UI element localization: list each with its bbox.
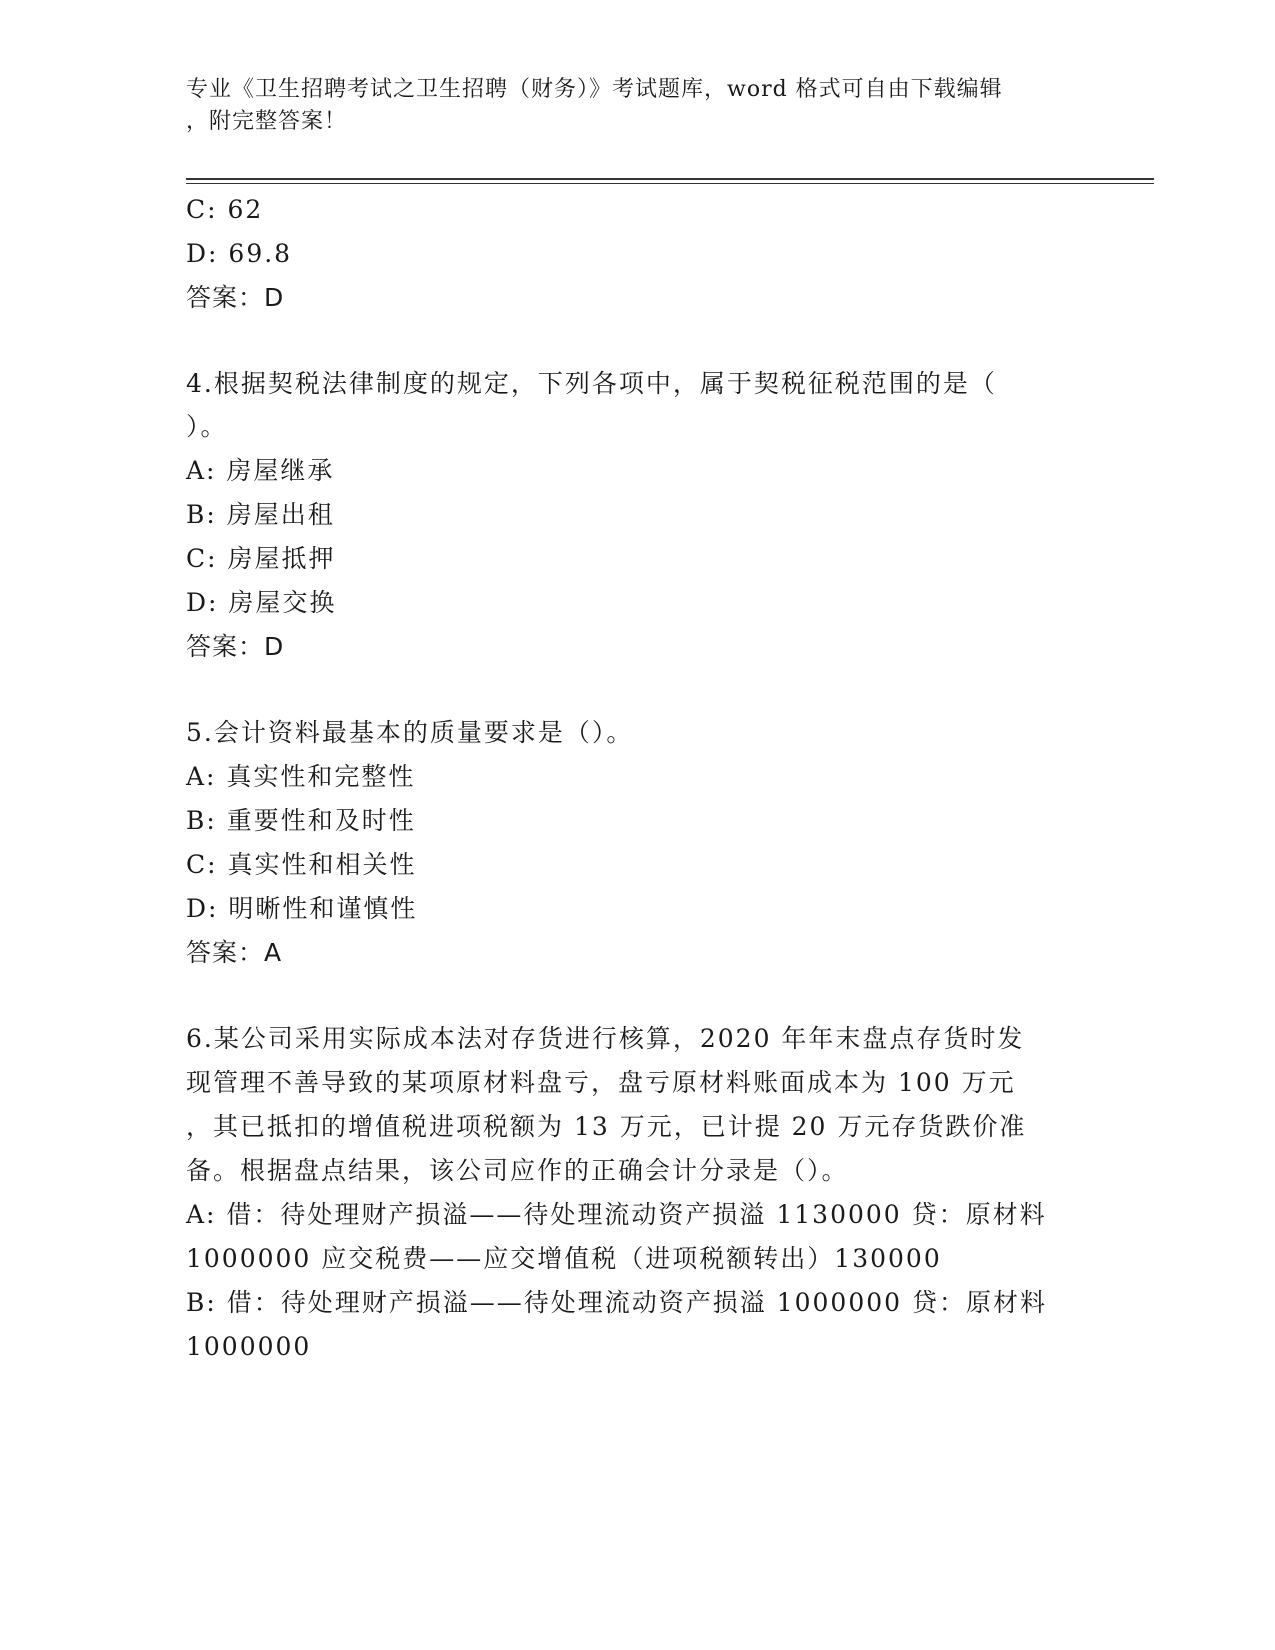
option-d: D: 明晰性和谨慎性 <box>186 894 418 923</box>
option-d: D: 69.8 <box>186 239 293 268</box>
question-stem-cont: ）。 <box>186 412 228 441</box>
option-d: D: 房屋交换 <box>186 588 337 617</box>
header-title <box>186 74 1066 138</box>
option-b: B: 房屋出租 <box>186 500 335 529</box>
header-line-2: ，附完整答案！ <box>186 109 348 134</box>
answer: 答案：A <box>186 938 283 967</box>
option-c: C: 真实性和相关性 <box>186 850 417 879</box>
option-b: B: 借：待处理财产损溢——待处理流动资产损溢 1000000 贷：原材料 <box>186 1288 1047 1317</box>
question-stem: 5.会计资料最基本的质量要求是（）。 <box>186 718 634 747</box>
option-c: C: 房屋抵押 <box>186 544 336 573</box>
option-a: A: 真实性和完整性 <box>186 762 416 791</box>
option-b-cont: 1000000 <box>186 1332 312 1361</box>
answer: 答案：D <box>186 632 285 661</box>
header-divider-thin <box>186 183 1154 184</box>
answer: 答案：D <box>186 283 285 312</box>
option-a: A: 房屋继承 <box>186 456 335 485</box>
question-stem-cont: ，其已抵扣的增值税进项税额为 13 万元，已计提 20 万元存货跌价准 <box>186 1112 1027 1141</box>
question-stem: 4.根据契税法律制度的规定，下列各项中，属于契税征税范围的是（ <box>186 369 997 398</box>
question-stem-cont: 现管理不善导致的某项原材料盘亏，盘亏原材料账面成本为 100 万元 <box>186 1068 1016 1097</box>
option-a-cont: 1000000 应交税费——应交增值税（进项税额转出）130000 <box>186 1244 942 1273</box>
option-b: B: 重要性和及时性 <box>186 806 416 835</box>
header-divider-thick <box>186 178 1154 180</box>
header-line-1: 专业《卫生招聘考试之卫生招聘（财务）》考试题库，word 格式可自由下载编辑 <box>186 77 1003 102</box>
option-c: C: 62 <box>186 195 264 224</box>
question-stem-cont: 备。根据盘点结果，该公司应作的正确会计分录是（）。 <box>186 1156 849 1185</box>
option-a: A: 借：待处理财产损溢——待处理流动资产损溢 1130000 贷：原材料 <box>186 1200 1047 1229</box>
question-stem: 6.某公司采用实际成本法对存货进行核算，2020 年年末盘点存货时发 <box>186 1024 1025 1053</box>
